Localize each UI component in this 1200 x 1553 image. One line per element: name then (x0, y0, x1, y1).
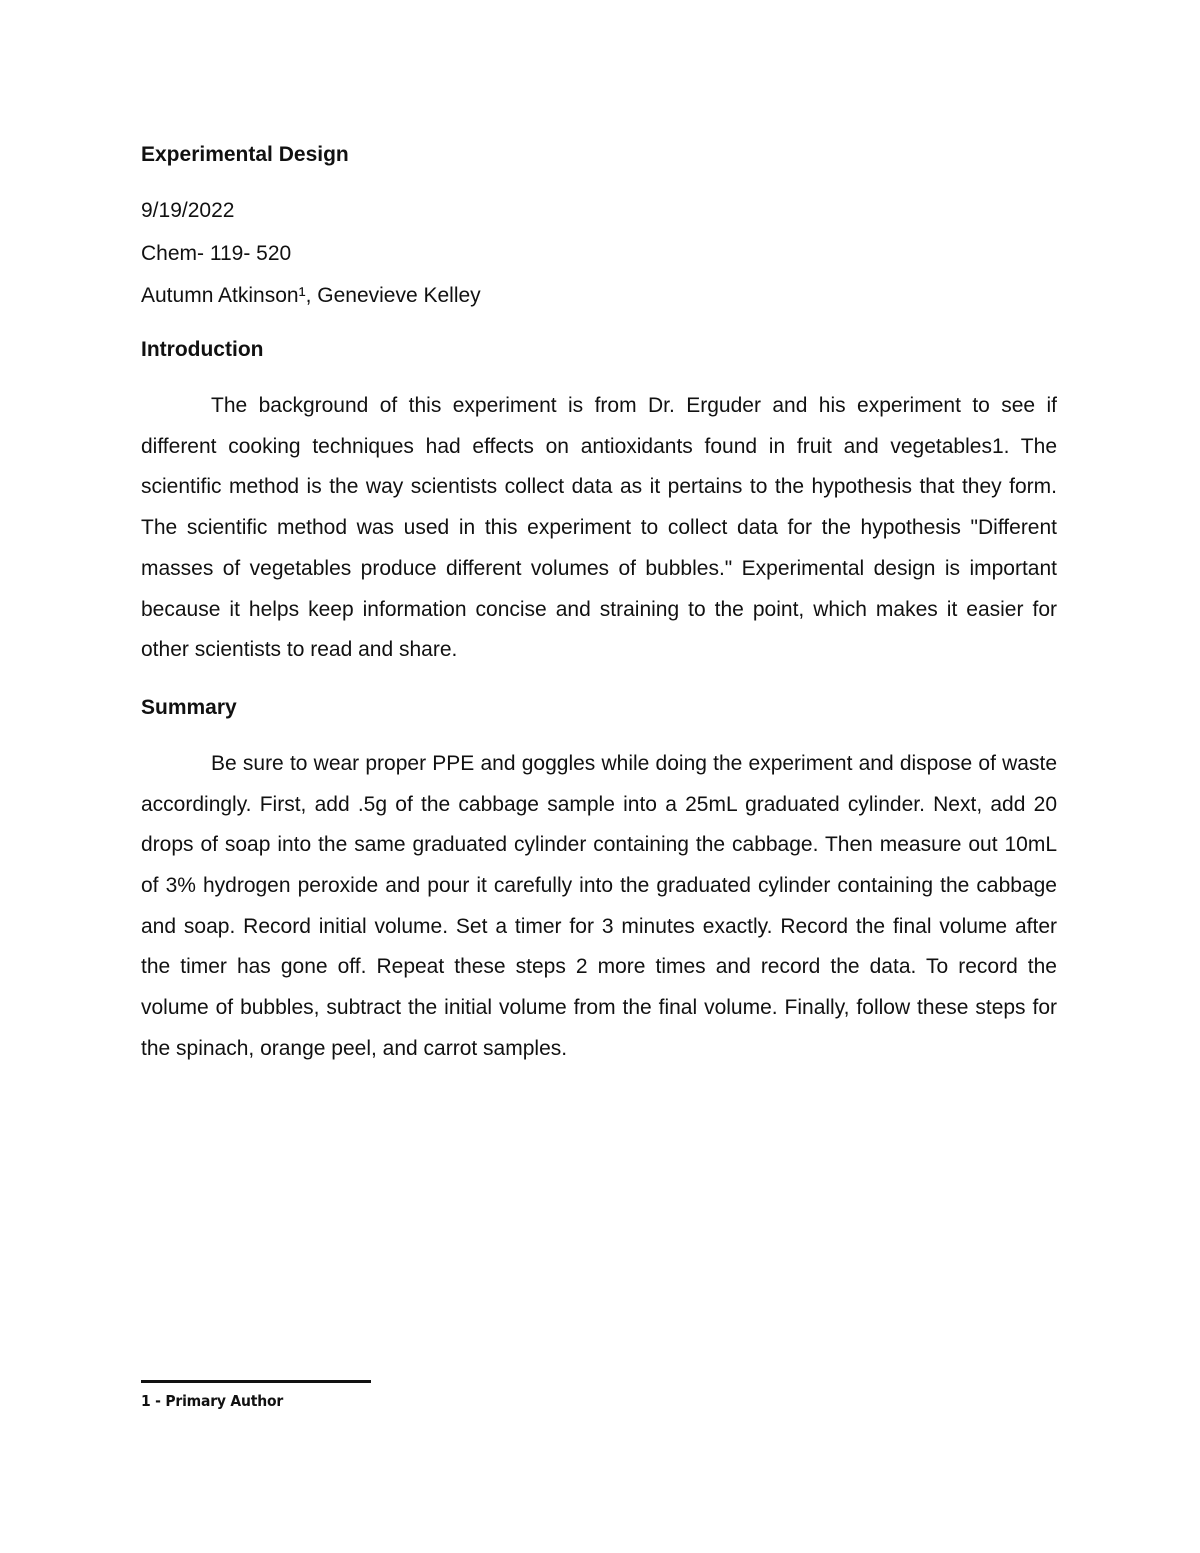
summary-paragraph: Be sure to wear proper PPE and goggles while doing the experiment and dispose of waste accordingly. First, add .5g of the cabbage sample into a 25mL graduated cylinder. Next, add 20 drops of soap into the same graduated cylinder containing the cabbage. Then measure out 10mL of 3% hydrogen peroxide and pour it carefully into the graduated cylinder containing the cabbage and soap. Record initial volume. Set a timer for 3 minutes exactly. Record the final volume after the timer has gone off. Repeat these steps 2 more times and record the data. To record the volume of bubbles, subtract the initial volume from the final volume. Finally, follow these steps for the spinach, orange peel, and carrot samples. (141, 751, 1057, 1060)
document-body (141, 140, 1057, 1092)
footnote-divider (141, 1380, 371, 1383)
footnote-area (141, 1380, 541, 1413)
document-date: 9/19/2022 (141, 199, 235, 222)
footnote-text: 1 - Primary Author (141, 1392, 284, 1410)
section-heading-introduction: Introduction (141, 338, 264, 361)
introduction-paragraph: The background of this experiment is from Dr. Erguder and his experiment to see if different cooking techniques had effects on antioxidants found in fruit and vegetables1. The scientific method is the way scientists collect data as it pertains to the hypothesis that they form. The scientific method was used in this experiment to collect data for the hypothesis "Different masses of vegetables produce different volumes of bubbles." Experimental design is important because it helps keep information concise and straining to the point, which makes it easier for other scientists to read and share. (141, 394, 1057, 662)
document-title: Experimental Design (141, 143, 349, 166)
author-list: Autumn Atkinson¹, Genevieve Kelley (141, 284, 481, 307)
section-heading-summary: Summary (141, 695, 237, 719)
course-code: Chem- 119- 520 (141, 241, 292, 265)
